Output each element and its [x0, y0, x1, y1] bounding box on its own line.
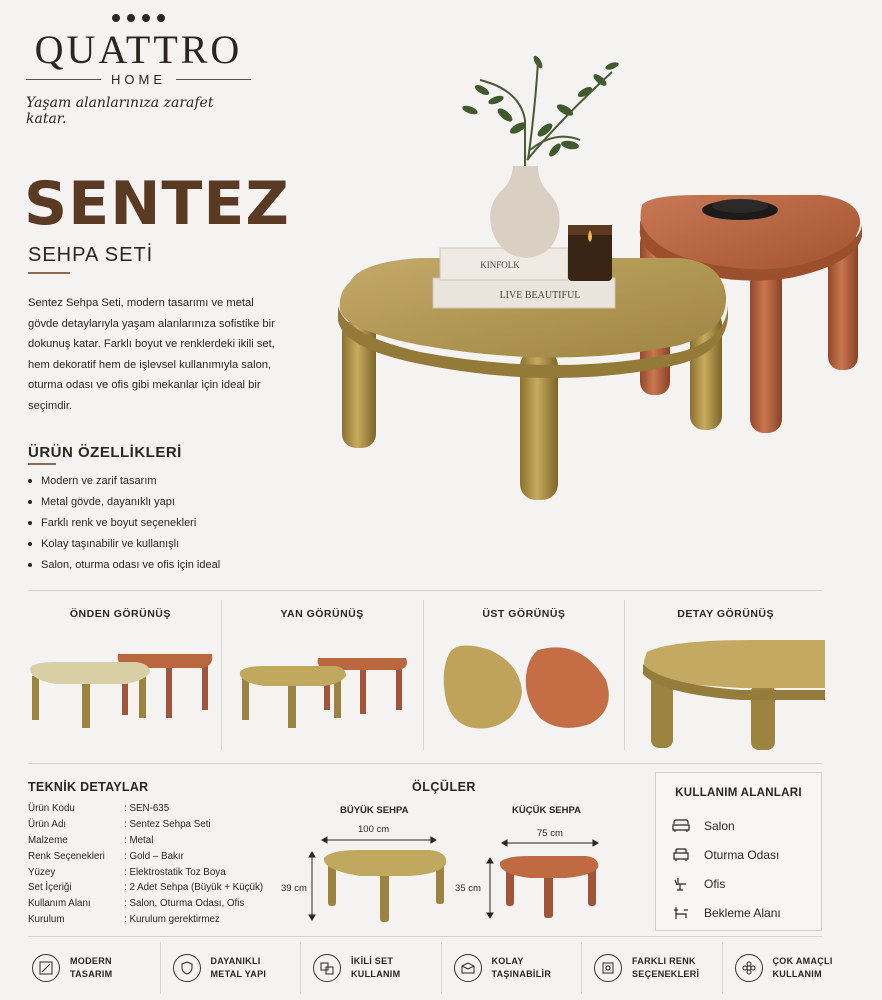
- feature-item: Modern ve zarif tasarım: [28, 470, 220, 491]
- divider: [28, 936, 822, 937]
- table-row: Kullanım Alanı : Salon, Oturma Odası, Ofis: [28, 898, 245, 910]
- tech-table: [28, 801, 263, 927]
- usage-item-bekleme-alani: Bekleme Alanı: [656, 898, 821, 927]
- dimensions-drawing: [280, 810, 620, 930]
- shield-icon: [180, 961, 194, 975]
- brand-name: QUATTRO: [34, 27, 243, 72]
- design-icon: [39, 961, 53, 975]
- brand-sub: HOME: [111, 72, 166, 87]
- brand-logo: [26, 14, 251, 127]
- office-chair-icon: [672, 877, 690, 891]
- usage-box: [655, 772, 822, 931]
- tech-title: TEKNİK DETAYLAR: [28, 780, 149, 794]
- table-row: Yüzey : Elektrostatik Toz Boya: [28, 866, 226, 878]
- book-title-2: LIVE BEAUTIFUL: [499, 290, 581, 301]
- table-row: Renk Seçenekleri : Gold – Bakır: [28, 850, 184, 862]
- flower-icon: [742, 961, 756, 975]
- view-label: ÜST GÖRÜNÜŞ: [482, 608, 566, 620]
- usage-item-salon: Salon: [656, 811, 821, 840]
- table-row: Ürün Kodu : SEN-635: [28, 803, 170, 815]
- features-title: ÜRÜN ÖZELLİKLERİ: [28, 444, 182, 461]
- badge-color-options: FARKLI RENK SEÇENEKLERİ: [581, 942, 722, 994]
- sofa-icon: [672, 819, 690, 833]
- table-row: Kurulum : Kurulum gerektirmez: [28, 913, 220, 925]
- subtitle-underline: [28, 272, 70, 274]
- big-height-label: 39 cm: [281, 883, 307, 894]
- top-view: [423, 600, 625, 750]
- feature-badges: [20, 942, 862, 994]
- small-table-drawing: [500, 856, 598, 918]
- candle: [568, 225, 612, 281]
- divider: [28, 590, 822, 591]
- hero-product-image: [300, 40, 882, 520]
- features-list: [28, 470, 220, 575]
- side-view: [221, 600, 423, 750]
- divider: [28, 763, 822, 764]
- feature-item: Kolay taşınabilir ve kullanışlı: [28, 533, 220, 554]
- waiting-chair-icon: [672, 906, 690, 920]
- features-underline: [28, 463, 56, 465]
- table-row: Malzeme : Metal: [28, 834, 154, 846]
- badge-durable-metal: DAYANIKLI METAL YAPI: [160, 942, 301, 994]
- usage-item-oturma-odasi: Oturma Odası: [656, 840, 821, 869]
- front-view: [20, 600, 221, 750]
- usage-title: KULLANIM ALANLARI: [675, 787, 802, 799]
- big-width-label: 100 cm: [358, 824, 390, 835]
- view-label: ÖNDEN GÖRÜNÜŞ: [69, 608, 171, 620]
- detail-view-image: [631, 640, 825, 750]
- top-view-image: [430, 640, 620, 740]
- badge-multi-purpose: ÇOK AMAÇLI KULLANIM: [722, 942, 863, 994]
- box-icon: [461, 961, 475, 975]
- view-label: DETAY GÖRÜNÜŞ: [677, 608, 774, 620]
- product-subtitle: SEHPA SETİ: [28, 244, 154, 266]
- squares-icon: [320, 961, 334, 975]
- views-section: [20, 600, 826, 750]
- front-view-image: [26, 640, 216, 730]
- side-view-image: [228, 640, 418, 730]
- book-title-1: KINFOLK: [480, 260, 520, 270]
- usage-item-ofis: Ofis: [656, 869, 821, 898]
- dims-title: ÖLÇÜLER: [412, 780, 476, 794]
- big-table-drawing: [324, 850, 446, 922]
- logo-dots: [26, 14, 251, 24]
- armchair-icon: [672, 848, 690, 862]
- badge-modern-design: MODERN TASARIM: [20, 942, 160, 994]
- badge-portable: KOLAY TAŞINABİLİR: [441, 942, 582, 994]
- small-height-label: 35 cm: [455, 883, 481, 894]
- feature-item: Farklı renk ve boyut seçenekleri: [28, 512, 220, 533]
- view-label: YAN GÖRÜNÜŞ: [280, 608, 364, 620]
- big-table-label: BÜYÜK SEHPA: [340, 805, 409, 816]
- small-width-label: 75 cm: [537, 828, 563, 839]
- table-row: Set İçeriği : 2 Adet Sehpa (Büyük + Küçük): [28, 882, 264, 894]
- product-title: SENTEZ: [24, 169, 290, 239]
- feature-item: Metal gövde, dayanıklı yapı: [28, 491, 220, 512]
- product-description: Sentez Sehpa Seti, modern tasarımı ve metal gövde detaylarıyla yaşam alanlarınıza sofistike bir dokunuş katar. Farklı boyut ve renklerdeki ikili set, hem dekoratif hem de işlevsel kullanımıyla salon, oturma odası ve ofis gibi mekanlar için ideal bir seçimdir.: [28, 297, 275, 412]
- badge-dual-set: İKİLİ SET KULLANIM: [300, 942, 441, 994]
- table-row: Ürün Adı : Sentez Sehpa Seti: [28, 819, 211, 831]
- small-table-label: KÜÇÜK SEHPA: [512, 805, 581, 816]
- feature-item: Salon, oturma odası ve ofis için ideal: [28, 554, 220, 575]
- palette-icon: [601, 961, 615, 975]
- brand-tagline: Yaşam alanlarınıza zarafet katar.: [26, 95, 214, 127]
- detail-view: [624, 600, 826, 750]
